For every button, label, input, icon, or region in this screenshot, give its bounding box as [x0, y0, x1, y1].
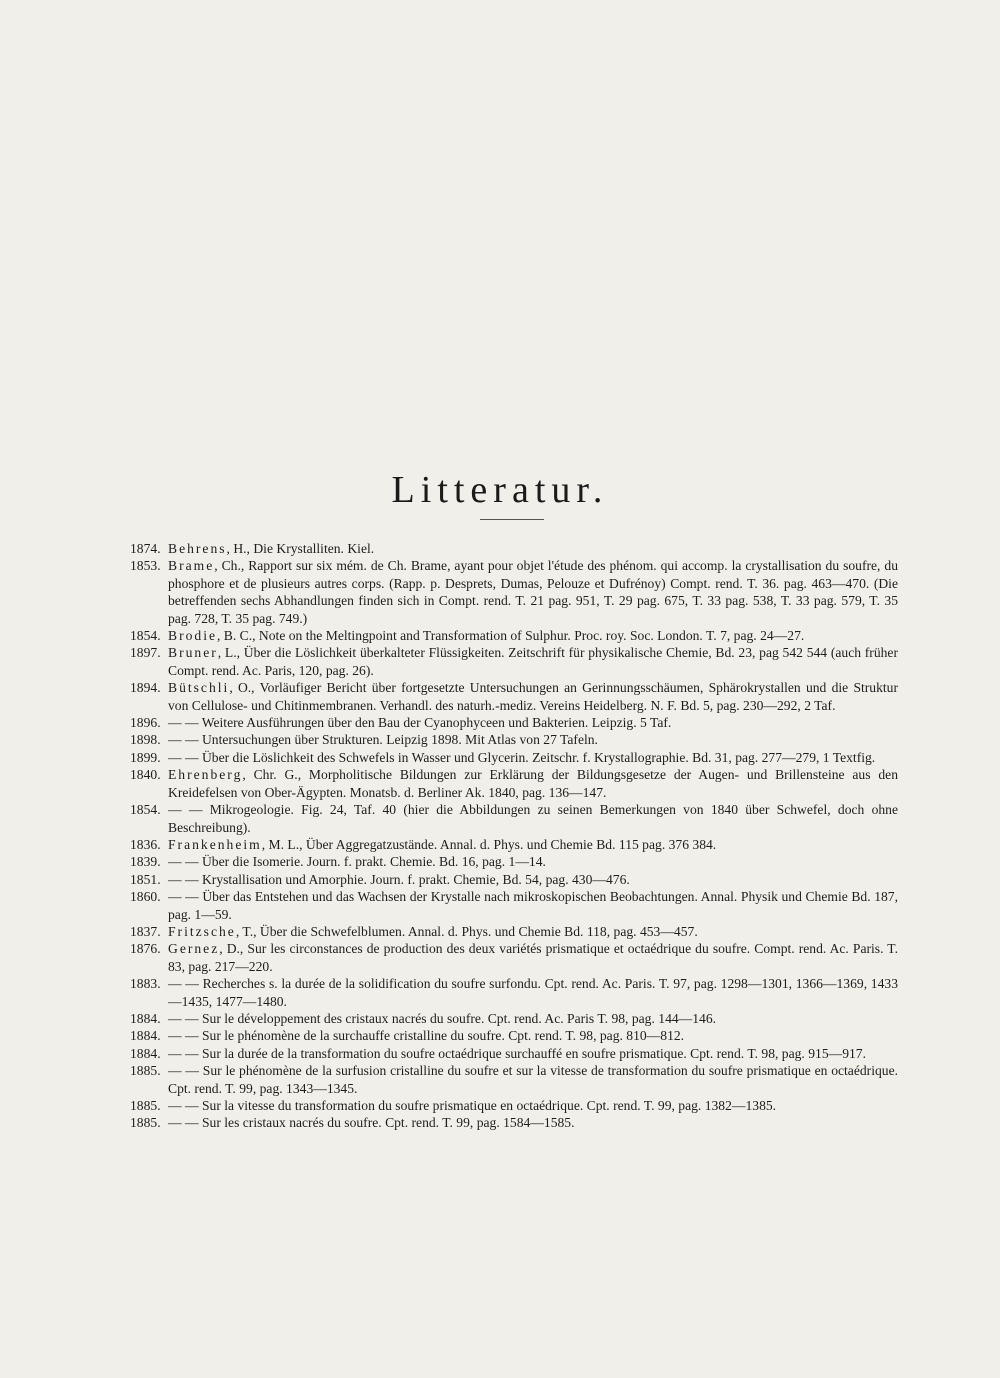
bibliography-entry [130, 731, 898, 748]
entry-year: 1851. [130, 871, 161, 887]
bibliography-entry [130, 801, 898, 836]
bibliography-entry [130, 1010, 898, 1027]
entry-year: 1896. [130, 715, 161, 731]
entry-year: 1885. [130, 1063, 161, 1079]
entry-year: 1899. [130, 749, 161, 765]
entry-text: , M. L., Über Aggregatzustände. Annal. d. Phys. und Chemie Bd. 115 pag. 376 384. [261, 836, 717, 852]
bibliography-entry [130, 853, 898, 870]
entry-year: 1884. [130, 1045, 161, 1061]
bibliography-entry [130, 749, 898, 766]
bibliography-entry [130, 871, 898, 888]
entry-text: — — Mikrogeologie. Fig. 24, Taf. 40 (hier die Abbildungen zu seinen Bemerkungen von 1840 über Schwefel, doch ohne Beschreibung). [168, 802, 898, 835]
entry-year: 1854. [130, 628, 161, 644]
bibliography-entry [130, 1027, 898, 1044]
bibliography-entry [130, 923, 898, 940]
entry-year: 1883. [130, 976, 161, 992]
entry-year: 1874. [130, 541, 161, 556]
bibliography-entry [130, 540, 898, 557]
bibliography-entry [130, 1062, 898, 1097]
entry-year: 1837. [130, 923, 161, 939]
entry-text: — — Sur le développement des cristaux nacrés du soufre. Cpt. rend. Ac. Paris T. 98, pag. 144—146. [168, 1010, 717, 1026]
entry-text: — — Über die Löslichkeit des Schwefels in Wasser und Glycerin. Zeitschr. f. Krystallographie. Bd. 31, pag. 277—279, 1 Textfig. [168, 749, 876, 765]
entry-text: , O., Vorläufiger Bericht über fortgesetzte Untersuchungen an Gerinnungsschäumen, Sphärokrystallen und die Struktur von Cellulose- und Chitinmembranen. Verhandl. des naturh.-mediz. Vereins Heidelberg. N. F. Bd. 5, pag. 230—292, 2 Taf. [168, 680, 898, 713]
entry-year: 1876. [130, 941, 161, 957]
entry-text: — — Sur les cristaux nacrés du soufre. Cpt. rend. T. 99, pag. 1584—1585. [168, 1115, 575, 1131]
bibliography-entry [130, 975, 898, 1010]
bibliography-entry [130, 627, 898, 644]
entry-year: 1884. [130, 1028, 161, 1044]
bibliography-entry [130, 766, 898, 801]
entry-year: 1898. [130, 732, 161, 748]
entry-author: Fritzsche [168, 923, 236, 939]
entry-year: 1885. [130, 1098, 161, 1113]
bibliography-entry [130, 679, 898, 714]
entry-year: 1854. [130, 802, 161, 818]
entry-text: , H., Die Krystalliten. Kiel. [226, 541, 375, 556]
entry-year: 1836. [130, 836, 161, 852]
entry-text: — — Sur le phénomène de la surchauffe cristalline du soufre. Cpt. rend. T. 98, pag. 810—812. [168, 1028, 685, 1044]
entry-text: — — Sur la durée de la transformation du soufre octaédrique surchauffé en soufre prismatique. Cpt. rend. T. 98, pag. 915—917. [168, 1045, 866, 1061]
entry-text: , T., Über die Schwefelblumen. Annal. d. Phys. und Chemie Bd. 118, pag. 453—457. [235, 923, 698, 939]
bibliography-entry [130, 1097, 898, 1114]
entry-year: 1860. [130, 889, 161, 905]
bibliography-entry [130, 940, 898, 975]
entry-text: — — Weitere Ausführungen über den Bau der Cyanophyceen und Bakterien. Leipzig. 5 Taf. [168, 715, 672, 731]
entry-author: Bütschli [168, 680, 230, 696]
entry-author: Behrens [168, 541, 227, 556]
bibliography-entry [130, 1045, 898, 1062]
entry-year: 1897. [130, 645, 161, 661]
entry-year: 1840. [130, 767, 161, 783]
bibliography-list [130, 540, 898, 1132]
entry-text: — — Sur la vitesse du transformation du soufre prismatique en octaédrique. Cpt. rend. T. 99, pag. 1382—1385. [168, 1098, 777, 1113]
entry-year: 1853. [130, 558, 161, 574]
entry-author: Bruner [168, 645, 218, 661]
entry-text: — — Über das Entstehen und das Wachsen der Krystalle nach mikroskopischen Beobachtungen. Annal. Physik und Chemie Bd. 187, pag. 1—59. [168, 889, 898, 922]
entry-year: 1894. [130, 680, 161, 696]
title-underline [480, 519, 544, 520]
entry-author: Brodie [168, 628, 217, 644]
entry-year: 1839. [130, 854, 161, 870]
page-title: Litteratur. [391, 469, 609, 511]
bibliography-entry [130, 1114, 898, 1131]
entry-text: — — Über die Isomerie. Journ. f. prakt. Chemie. Bd. 16, pag. 1—14. [168, 854, 546, 870]
entry-author: Frankenheim [168, 836, 262, 852]
entry-author: Gernez [168, 941, 220, 957]
entry-text: — — Recherches s. la durée de la solidification du soufre surfondu. Cpt. rend. Ac. Paris. T. 97, pag. 1298—1301, 1366—1369, 1433—1435, 1477—1480. [168, 976, 898, 1009]
entry-year: 1884. [130, 1010, 161, 1026]
entry-text: — — Untersuchungen über Strukturen. Leipzig 1898. Mit Atlas von 27 Tafeln. [168, 732, 598, 748]
entry-text: , Ch., Rapport sur six mém. de Ch. Brame, ayant pour objet l'étude des phénom. qui accomp. la crystallisation du soufre, du phosphore et de plusieurs autres corps. (Rapp. p. Desprets, Dumas, Pelouze et Dufrénoy) Compt. rend. T. 36. pag. 463—470. (Die betreffenden sechs Abhandlungen finden sich in Compt. rend. T. 21 pag. 951, T. 29 pag. 675, T. 33 pag. 538, T. 33 pag. 579, T. 35 pag. 728, T. 35 pag. 749.) [168, 558, 898, 626]
bibliography-entry [130, 644, 898, 679]
bibliography-entry [130, 836, 898, 853]
entry-text: — — Krystallisation und Amorphie. Journ. f. prakt. Chemie, Bd. 54, pag. 430—476. [168, 871, 630, 887]
entry-year: 1885. [130, 1115, 161, 1131]
entry-text: , B. C., Note on the Meltingpoint and Transformation of Sulphur. Proc. roy. Soc. London. T. 7, pag. 24—27. [217, 628, 805, 644]
entry-text: — — Sur le phénomène de la surfusion cristalline du soufre et sur la vitesse de transformation du soufre prismatique en octaédrique. Cpt. rend. T. 99, pag. 1343—1345. [168, 1063, 898, 1096]
bibliography-entry [130, 557, 898, 627]
entry-text: , Chr. G., Morpholitische Bildungen zur Erklärung der Bildungsgesetze der Augen- und Brillensteine aus den Kreidefelsen von Ober-Ägypten. Monatsb. d. Berliner Ak. 1840, pag. 136—147. [168, 767, 898, 800]
bibliography-entry [130, 714, 898, 731]
bibliography-entry [130, 888, 898, 923]
entry-text: , L., Über die Löslichkeit überkalteter Flüssigkeiten. Zeitschrift für physikalische Chemie, Bd. 23, pag 542 544 (auch früher Compt. rend. Ac. Paris, 120, pag. 26). [168, 645, 898, 678]
entry-author: Ehrenberg [168, 767, 243, 783]
entry-text: , D., Sur les circonstances de production des deux variétés prismatique et octaédrique du soufre. Compt. rend. Ac. Paris. T. 83, pag. 217—220. [168, 941, 898, 974]
entry-author: Brame [168, 558, 215, 574]
